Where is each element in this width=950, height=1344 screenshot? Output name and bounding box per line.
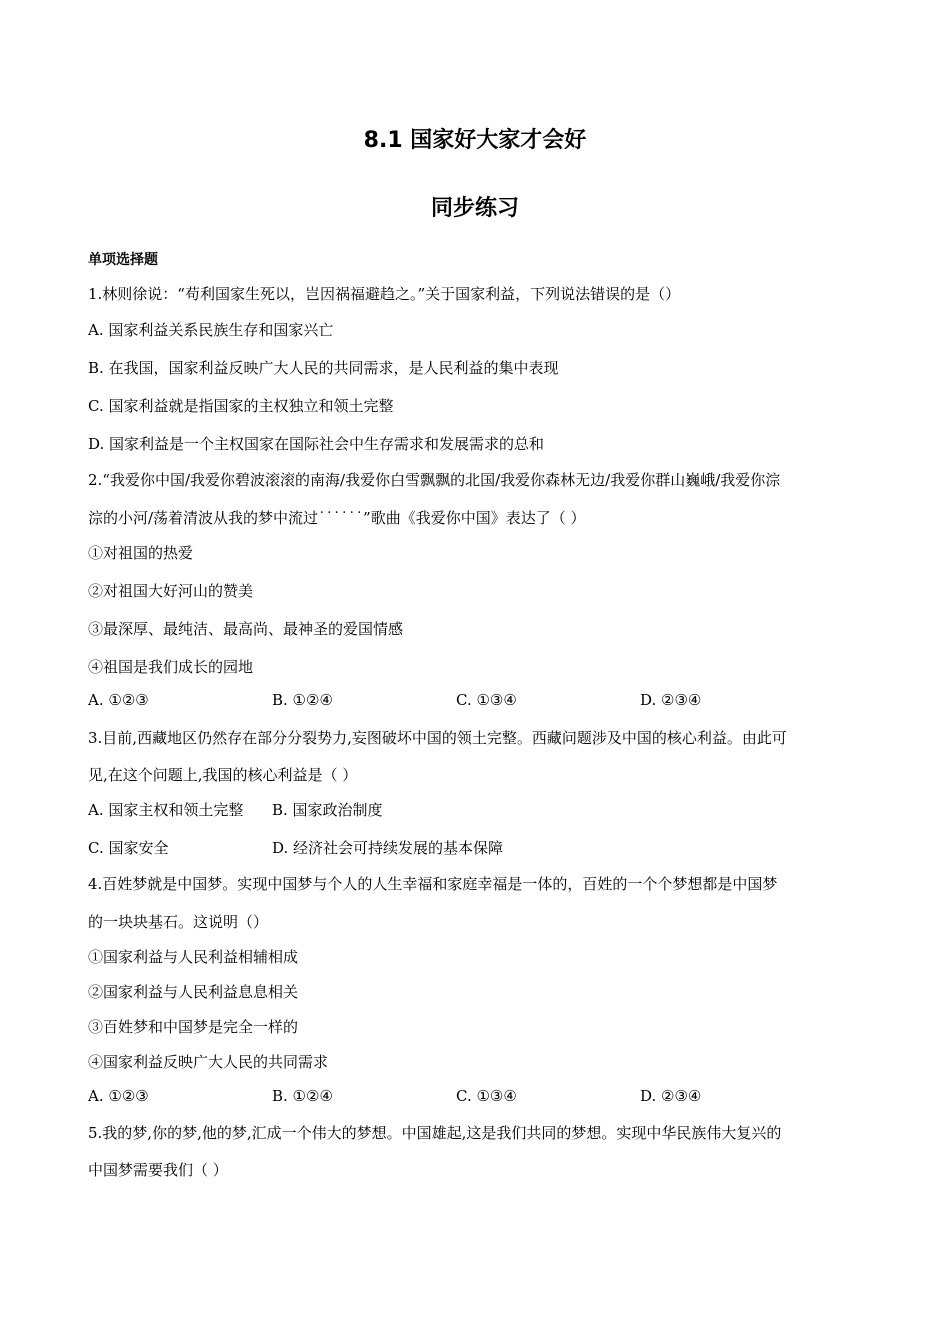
q1-stem: 1.林则徐说：“苟利国家生死以，岂因祸福避趋之。”关于国家利益，下列说法错误的是（） [88,285,681,303]
q1-option-a: A. 国家利益关系民族生存和国家兴亡 [88,321,334,339]
q3-option-d: D. 经济社会可持续发展的基本保障 [272,839,504,857]
q1-option-d: D. 国家利益是一个主权国家在国际社会中生存需求和发展需求的总和 [88,435,545,453]
section-heading: 单项选择题 [88,252,158,268]
q2-statement-1: ①对祖国的热爱 [88,544,194,562]
q3-stem-line2: 见,在这个问题上,我国的核心利益是（ ） [88,766,358,784]
q2-option-a: A. ①②③ [88,691,149,709]
q4-option-a: A. ①②③ [88,1087,149,1105]
q3-option-b: B. 国家政治制度 [272,801,383,819]
q5-stem-line2: 中国梦需要我们（ ） [88,1161,228,1179]
q2-statement-4: ④祖国是我们成长的园地 [88,658,254,676]
page-subtitle: 同步练习 [430,196,519,221]
q4-statement-1: ①国家利益与人民利益相辅相成 [88,948,299,966]
q4-option-b: B. ①②④ [272,1087,333,1105]
q2-option-c: C. ①③④ [456,691,517,709]
q4-statement-3: ③百姓梦和中国梦是完全一样的 [88,1018,299,1036]
q2-statement-3: ③最深厚、最纯洁、最高尚、最神圣的爱国情感 [88,620,404,638]
q3-option-a: A. 国家主权和领土完整 [88,801,244,819]
q3-stem-line1: 3.目前,西藏地区仍然存在部分分裂势力,妄图破坏中国的领土完整。西藏问题涉及中国的核心利益。由此可 [88,729,787,747]
q1-option-b: B. 在我国，国家利益反映广大人民的共同需求，是人民利益的集中表现 [88,359,559,377]
q4-stem-line1: 4.百姓梦就是中国梦。实现中国梦与个人的人生幸福和家庭幸福是一体的，百姓的一个个梦想都是中国梦 [88,875,778,893]
q2-stem-line2: 淙的小河/荡着清波从我的梦中流过˙˙˙˙˙˙”歌曲《我爱你中国》表达了（ ） [88,509,586,527]
page-title: 8.1 国家好大家才会好 [363,128,587,153]
q3-option-c: C. 国家安全 [88,839,169,857]
q2-option-b: B. ①②④ [272,691,333,709]
q2-statement-2: ②对祖国大好河山的赞美 [88,582,254,600]
q5-stem-line1: 5.我的梦,你的梦,他的梦,汇成一个伟大的梦想。中国雄起,这是我们共同的梦想。实现中华民族伟大复兴的 [88,1124,782,1142]
q2-stem-line1: 2.“我爱你中国/我爱你碧波滚滚的南海/我爱你白雪飘飘的北国/我爱你森林无边/我爱你群山巍峨/我爱你淙 [88,471,781,489]
q4-statement-2: ②国家利益与人民利益息息相关 [88,983,299,1001]
q4-statement-4: ④国家利益反映广大人民的共同需求 [88,1053,329,1071]
q1-option-c: C. 国家利益就是指国家的主权独立和领土完整 [88,397,394,415]
q2-option-d: D. ②③④ [640,691,702,709]
q4-option-c: C. ①③④ [456,1087,517,1105]
q4-stem-line2: 的一块块基石。这说明（） [88,913,269,931]
q4-option-d: D. ②③④ [640,1087,702,1105]
